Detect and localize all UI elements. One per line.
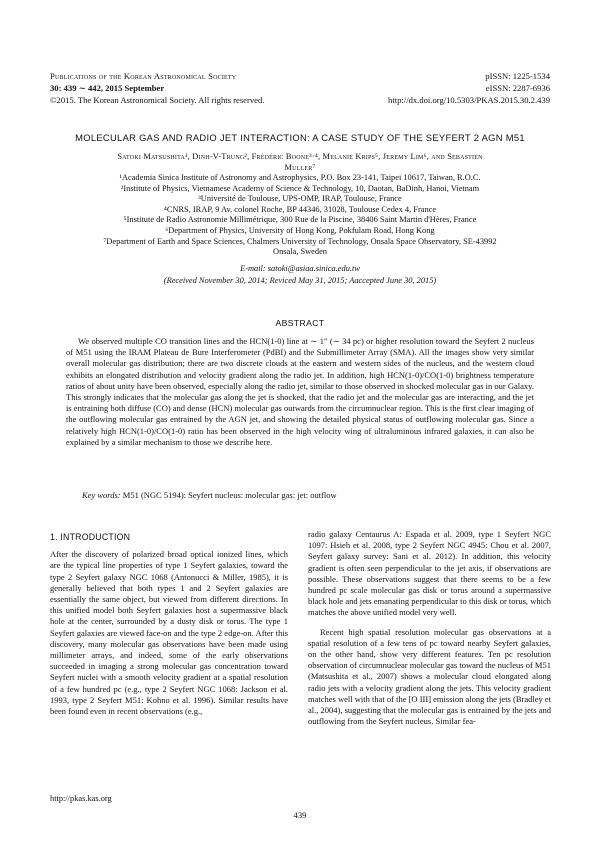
intro-paragraph-2: Recent high spatial resolution molecular gas observations at a spatial resolution of a few tens of pc toward nearby Seyfert galaxies, on the other hand, show very different features. Ten pc resolution observation of circumnuclear molecular gas toward the nucleus of M51 (Matsushita et al., 2007) shows a molecular cloud elongated along radio jets with a velocity gradient along the jets. This velocity gradient matches well with that of the [O III] emission along the jets (Bradley et al., 2004), suggesting that the molecular gas is entrained by the jets and outflowing from the Seyfert nucleus. Similar fea- <box>308 626 551 727</box>
right-column <box>308 529 551 727</box>
eissn: eISSN: 2287-6936 <box>485 83 550 93</box>
author-list <box>50 151 550 173</box>
contact-email: E-mail: satoki@asiaa.sinica.edu.tw <box>240 264 360 273</box>
page-header <box>50 70 550 106</box>
affiliation: ²Institute of Physics, Vietnamese Academy of Science & Technology, 10, Daotan, BaDinh, Hanoi, Vietnam <box>120 183 480 193</box>
keywords <box>82 490 542 500</box>
footer-url[interactable]: http://pkas.kas.org <box>50 794 112 803</box>
left-column <box>50 532 288 717</box>
citation <box>50 82 264 94</box>
affiliation: ³Université de Toulouse, UPS-OMP, IRAP, Toulouse, France <box>198 194 402 204</box>
page-number: 439 <box>293 810 307 820</box>
citation-text: 30: 439 ∼ 442, 2015 September <box>50 83 165 93</box>
intro-paragraph-1-cont: radio galaxy Centaurus A: Espada et al. 2009, type 1 Seyfert NGC 1097: Hsieh et al. 2008, type 2 Seyfert NGC 4945: Chou et al. 2007, Seyfert galaxy survey: Sani et al. 2012). In addition, this velocity gradient is often seen perpendicular to the jet axis, if observations are possible. These observations suggest that there seems to be a few hundred pc scale molecular gas disk or torus around a supermassive black hole and jets emanating perpendicular to this disk or torus, which matches the above unified model very well. <box>308 529 551 618</box>
authors-line-2: Muller⁷ <box>284 163 316 172</box>
keywords-list: M51 (NGC 5194): Seyfert nucleus: molecular gas: jet: outflow <box>122 490 337 500</box>
affiliation: ⁴CNRS, IRAP, 9 Av. colonel Roche, BP 44346, 31028, Toulouse Cedex 4, France <box>163 204 437 214</box>
authors-line-1: Satoki Matsushita¹, Dinh-V-Trung², Frédéric Boone³·⁴, Melanie Krips⁵, Jeremy Lim⁶, and Sebastien <box>117 152 483 161</box>
keywords-label: Key words: <box>82 490 121 500</box>
affiliation: Onsala, Sweden <box>273 247 327 257</box>
pissn: pISSN: 1225-1534 <box>485 71 550 81</box>
abstract-heading: ABSTRACT <box>275 318 325 328</box>
copyright: ©2015. The Korean Astronomical Society. All rights reserved. <box>50 95 265 105</box>
intro-paragraph-1: After the discovery of polarized broad optical ionized lines, which are the typical line properties of type 1 Seyfert galaxies, toward the type 2 Seyfert galaxy NGC 1068 (Antonucci & Miller, 1985), it is generally believed that both types 1 and 2 Seyfert galaxies are essentially the same object, but viewed from different directions. In this unified model both Seyfert galaxies host a supermassive black hole at the center, surrounded by a dusty disk or torus. The type 1 Seyfert galaxies are viewed face-on and the type 2 edge-on. After this discovery, many molecular gas observations have been made using millimeter arrays, and indeed, some of the early observations succeeded in imaging a strong molecular gas concentration toward Seyfert nuclei with a smooth velocity gradient at a spatial resolution of a few hundred pc (e.g., type 2 Seyfert NGC 1068: Jackson et al. 1993, type 2 Seyfert M51: Kohno et al. 1996). Similar results have been found even in recent observations (e.g., <box>50 549 288 717</box>
received-dates: (Received November 30, 2014; Reviced May 31, 2015; Aaccepted June 30, 2015) <box>163 276 437 285</box>
section-heading: 1. INTRODUCTION <box>50 532 131 542</box>
affiliation: ⁵Institute de Radio Astronomie Millimétrique, 300 Rue de la Piscine, 38406 Saint Martin d'Hères, France <box>123 215 477 225</box>
journal-name: Publications of the Korean Astronomical Society <box>50 71 237 81</box>
paper-title: MOLECULAR GAS AND RADIO JET INTERACTION: A CASE STUDY OF THE SEYFERT 2 AGN M51 <box>75 132 525 143</box>
doi-link[interactable]: http://dx.doi.org/10.5303/PKAS.2015.30.2.439 <box>388 95 550 105</box>
affiliation: ¹Academia Sinica Institute of Astronomy and Astrophysics, P.O. Box 23-141, Taipei 10617, Taiwan, R.O.C. <box>119 173 481 182</box>
abstract-text: We observed multiple CO transition lines and the HCN(1-0) line at ∼ 1″ (∼ 34 pc) or higher resolution toward the Seyfert 2 nucleus of M51 using the IRAM Plateau de Bure Interferometer (PdBI) and the Submillimeter Array (SMA). All the images show very similar overall molecular gas distribution; there are two discrete clouds at the eastern and western sides of the nucleus, and the western cloud exhibits an elongated distribution and velocity gradient along the radio jet. In addition, high HCN(1-0)/CO(1-0) brightness temperature ratios of about unity have been observed, especially along the radio jet, similar to those observed in shocked molecular gas in our Galaxy. This strongly indicates that the molecular gas along the jet is shocked, that the radio jet and the molecular gas are interacting, and the jet is entraining both diffuse (CO) and dense (HCN) molecular gas outwards from the circumnuclear region. This is the first clear imaging of the outflowing molecular gas entrained by the AGN jet, and showing the detailed physical status of outflowing molecular gas. Since a relatively high HCN(1-0)/CO(1-0) ratio has been observed in the high velocity wing of ultraluminous infrared galaxies, it can also be explained by a similar mechanism to those we describe here. <box>66 336 535 447</box>
affiliation: ⁶Department of Physics, University of Hong Kong, Pokfulam Road, Hong Kong <box>165 225 435 235</box>
affiliation: ⁷Department of Earth and Space Sciences, Chalmers University of Technology, Onsala Space Observatory, SE-43992 <box>103 236 497 246</box>
affiliations <box>50 173 550 258</box>
